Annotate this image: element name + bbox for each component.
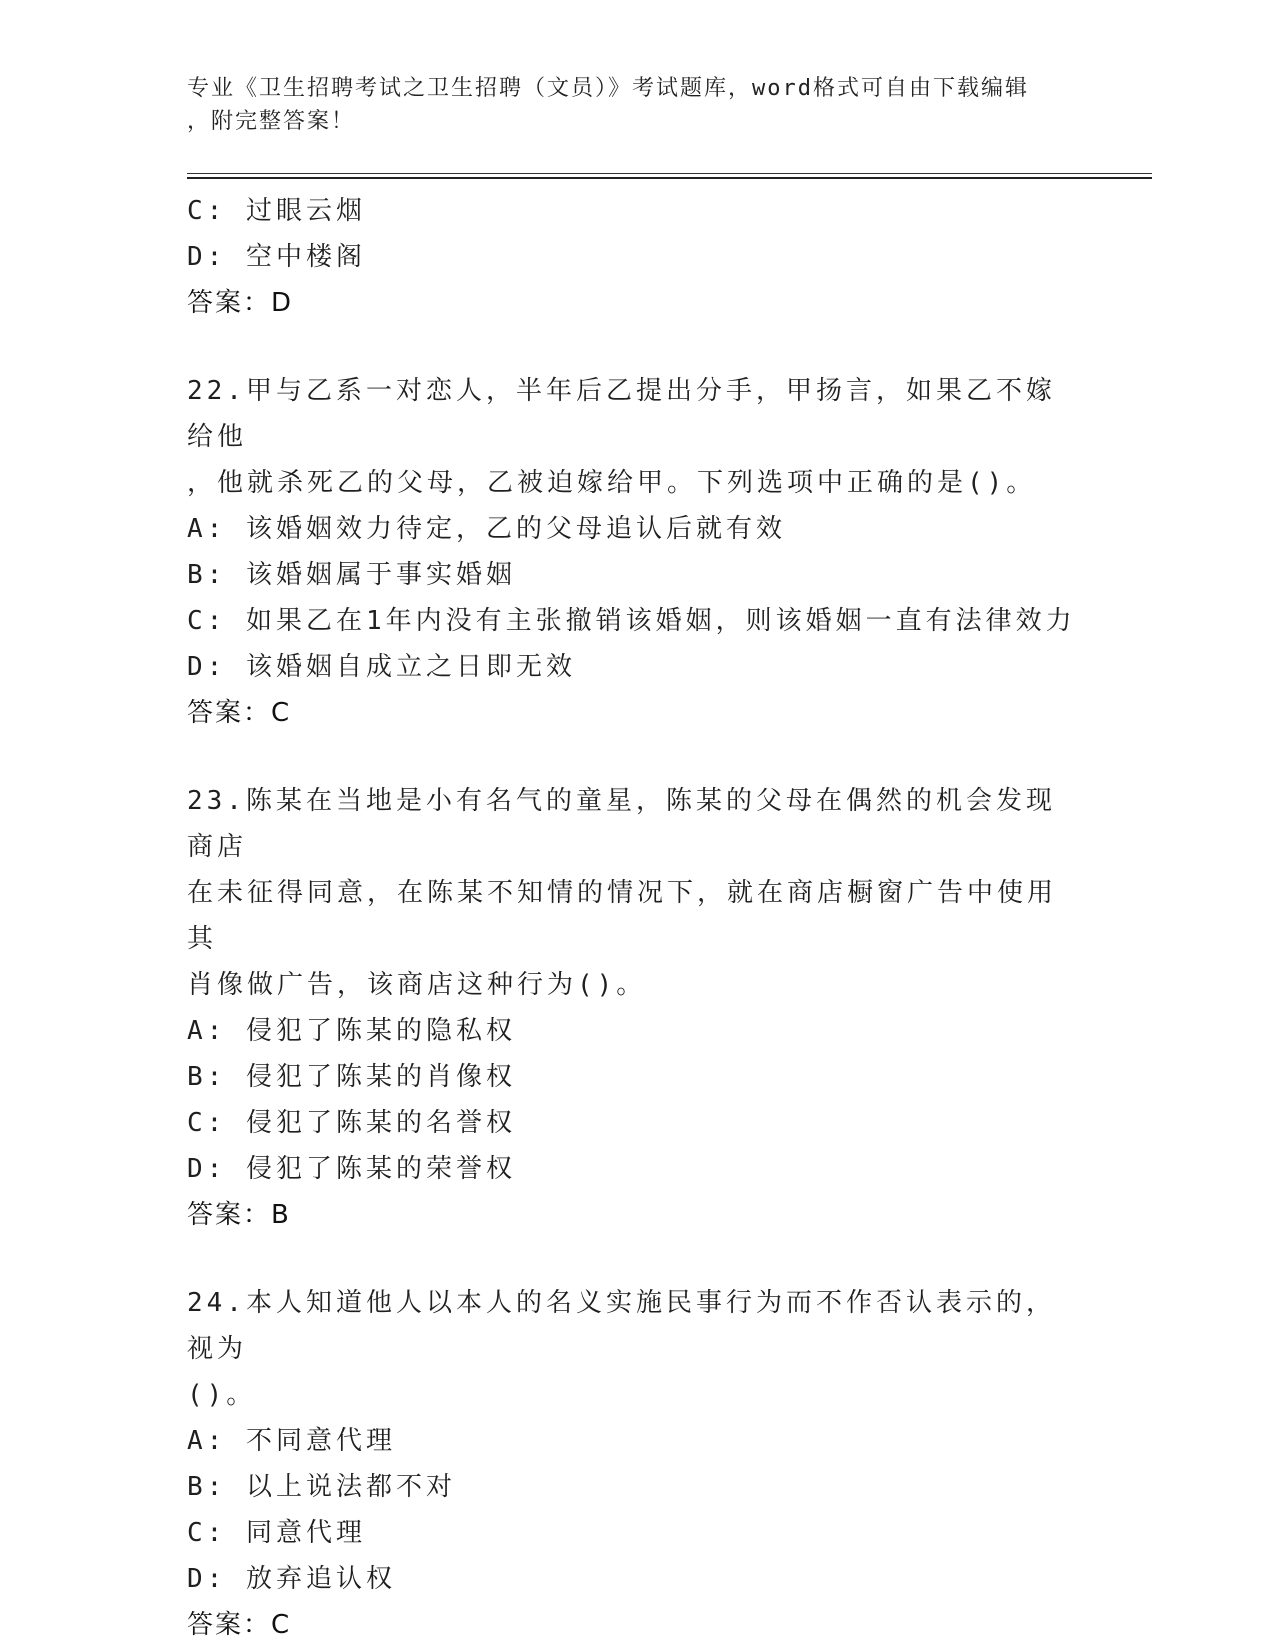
header-line-1: 专业《卫生招聘考试之卫生招聘（文员）》考试题库，word格式可自由下载编辑 — [187, 76, 1029, 101]
option-a: A: 侵犯了陈某的隐私权 — [187, 1016, 516, 1046]
question-23 — [187, 778, 1087, 1238]
header-divider-top — [187, 173, 1152, 174]
header-divider-bottom — [187, 177, 1152, 179]
answer-line: 答案：B — [187, 1200, 291, 1230]
answer-line: 答案：D — [187, 288, 294, 318]
question-gap — [187, 1238, 1087, 1280]
header-line-2: ，附完整答案！ — [187, 109, 356, 134]
question-stem-line: 23.陈某在当地是小有名气的童星，陈某的父母在偶然的机会发现商店 — [187, 786, 1056, 862]
option-d: D: 放弃追认权 — [187, 1564, 396, 1594]
option-c: C: 过眼云烟 — [187, 196, 366, 226]
option-a: A: 不同意代理 — [187, 1426, 396, 1456]
option-a: A: 该婚姻效力待定，乙的父母追认后就有效 — [187, 514, 786, 544]
option-d: D: 该婚姻自成立之日即无效 — [187, 652, 576, 682]
question-list — [187, 188, 1087, 1648]
question-stem-line: ，他就杀死乙的父母，乙被迫嫁给甲。下列选项中正确的是()。 — [187, 468, 1037, 498]
question-stem-line: 24.本人知道他人以本人的名义实施民事行为而不作否认表示的，视为 — [187, 1288, 1056, 1364]
question-24 — [187, 1280, 1087, 1648]
option-d: D: 侵犯了陈某的荣誉权 — [187, 1154, 516, 1184]
option-b: B: 以上说法都不对 — [187, 1472, 456, 1502]
option-b: B: 该婚姻属于事实婚姻 — [187, 560, 516, 590]
question-stem-line: ()。 — [187, 1380, 257, 1410]
answer-line: 答案：C — [187, 698, 292, 728]
document-header — [187, 72, 1067, 138]
option-b: B: 侵犯了陈某的肖像权 — [187, 1062, 516, 1092]
question-stem-line: 肖像做广告，该商店这种行为()。 — [187, 970, 647, 1000]
question-gap — [187, 326, 1087, 368]
previous-question-tail — [187, 188, 1087, 326]
option-d: D: 空中楼阁 — [187, 242, 366, 272]
answer-line: 答案：C — [187, 1610, 292, 1640]
question-stem-line: 22.甲与乙系一对恋人，半年后乙提出分手，甲扬言，如果乙不嫁给他 — [187, 376, 1056, 452]
option-c: C: 如果乙在1年内没有主张撤销该婚姻，则该婚姻一直有法律效力 — [187, 606, 1076, 636]
option-c: C: 侵犯了陈某的名誉权 — [187, 1108, 516, 1138]
question-stem-line: 在未征得同意，在陈某不知情的情况下，就在商店橱窗广告中使用其 — [187, 878, 1058, 954]
option-c: C: 同意代理 — [187, 1518, 366, 1548]
question-22 — [187, 368, 1087, 736]
question-gap — [187, 736, 1087, 778]
